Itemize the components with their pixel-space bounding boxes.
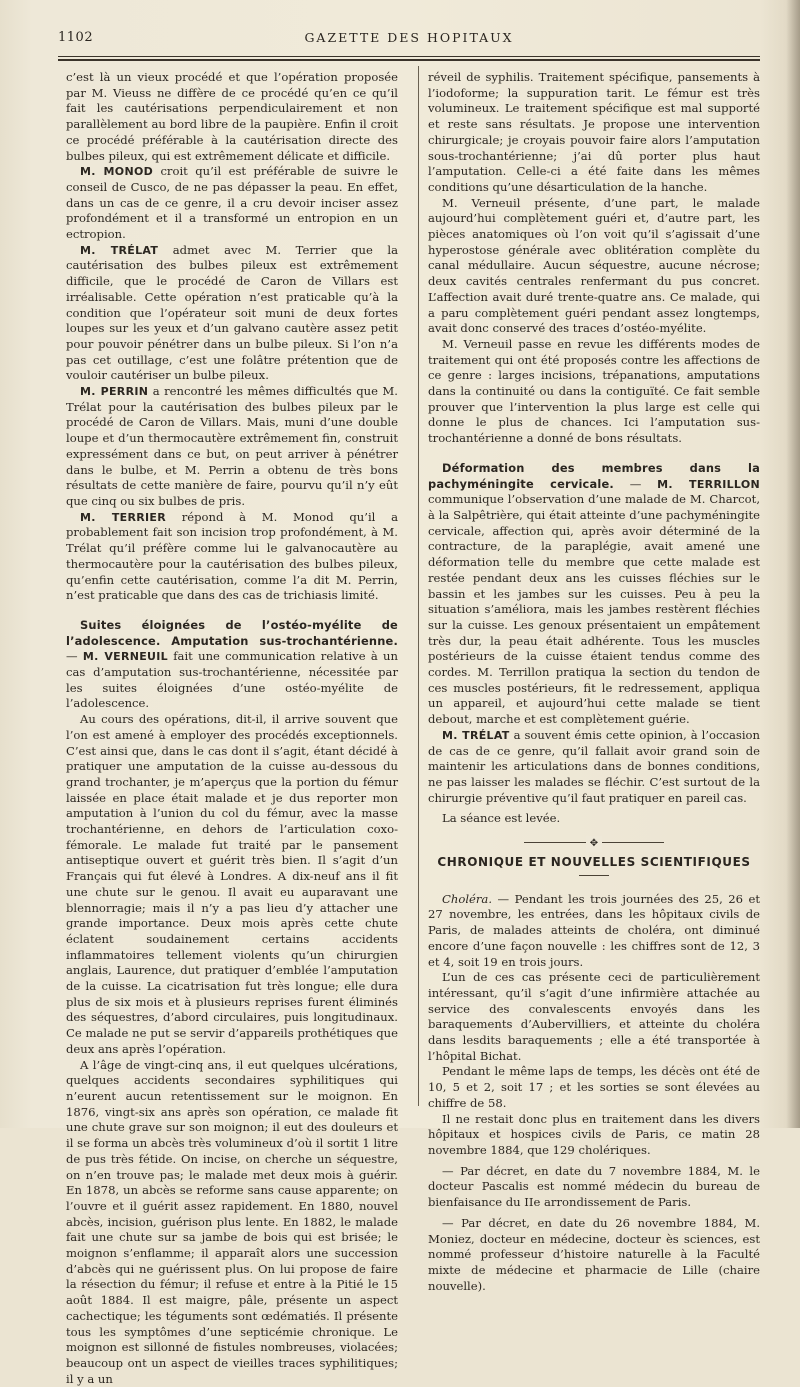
item-label: Choléra. — [442, 891, 493, 906]
header-rule-thick — [58, 59, 760, 61]
dash: — — [613, 476, 658, 491]
running-title: GAZETTE DES HOPITAUX — [304, 30, 514, 45]
paragraph — [428, 728, 760, 807]
section-title: Suites éloignées de l’ostéo-myélite de l’adolescence. Amputation sus-trochantérienne. — [66, 617, 398, 648]
speaker-name: M. TERRILLON — [657, 477, 760, 491]
item-text: — Pendant les trois journées des 25, 26 et 27 novembre, les entrées, dans les hôpitaux civils de Paris, de malades atteints de choléra, ont diminué encore d’une façon nouvelle : les chiffres sont de 12, 3 et 4, soit 19 en trois jours. — [428, 891, 760, 969]
speaker-name: M. PERRIN — [80, 385, 149, 399]
speaker-text: admet avec M. Terrier que la cautérisation des bulbes pileux est extrêmement difficile, que le procédé de Caron de Villars est irréalisable. Cette opération n’est praticable qu’à la condition que l’opérateur soit muni de deux fortes loupes sur les yeux et d’un galvano cautère assez petit pour pouvoir pénétrer dans un bulbe pileux. Si l’on n’a pas cet outillage, c’est une folâtre prétention que de vouloir cautériser un bulbe pileux. — [66, 242, 398, 383]
chronicle-heading: CHRONIQUE ET NOUVELLES SCIENTIFIQUES — [437, 855, 751, 870]
section-paragraph — [66, 618, 398, 712]
spacer — [428, 447, 760, 461]
news-item: — Par décret, en date du 26 novembre 1884, M. Moniez, docteur en médecine, docteur ès sciences, est nommé professeur d’histoire naturelle à la Faculté mixte de médecine et pharmacie de Lille (chaire nouvelle). — [428, 1215, 760, 1293]
paragraph: réveil de syphilis. Traitement spécifique, pansements à l’iodoforme; la suppuration tarit. Le fémur est très volumineux. Le traitement spécifique est mal supporté et reste sans résultats. Je propose une intervention chirurgicale; je croyais pouvoir faire alors l’amputation sous-trochantérienne; j’ai dû porter plus haut l’amputation. Celle-ci a été faite dans les mêmes conditions qu’une désarticulation de la hanche. — [428, 70, 760, 194]
paragraph: M. Verneuil présente, d’une part, le malade aujourd’hui complètement guéri et, d’autre part, les pièces anatomiques où l’on voit qu’il s’agissait d’une hyperostose générale avec oblitération complète du canal médullaire. Aucun séquestre, aucune nécrose; deux cavités centrales renfermant du pus concret. L’affection avait duré trente-quatre ans. Ce malade, qui a paru complètement guéri pendant assez longtemps, avait donc conservé des traces d’ostéo-myélite. — [428, 195, 760, 336]
paragraph: M. Verneuil passe en revue les différents modes de traitement qui ont été proposés contre les affections de ce genre : larges incisions, trépanations, amputations dans la continuité ou dans la contiguïté. Ce fait semble prouver que l’intervention la plus large est celle qui donne le plus de chances. Ici l’amputation sus-trochantérienne a donné de bons résultats. — [428, 336, 760, 446]
paragraph: Au cours des opérations, dit-il, il arrive souvent que l’on est amené à employer des procédés exceptionnels. C’est ainsi que, dans le cas dont il s’agit, étant décidé à pratiquer une amputation de la cuisse au-dessous du grand trochanter, je m’aperçus que la portion du fémur laissée en place était malade et je dus reporter mon amputation à l’union du col du fémur, avec la masse trochantérienne, en dehors de l’articulation coxo-fémorale. Le malade fut traité par le pansement antiseptique ouvert et guérit très bien. Il s’agit d’un Français qui fut élevé à Londres. A dix-neuf ans il fit une chute sur le genou. Il avait eu auparavant une blennorragie; mais il n’y a pas lieu d’y attacher une grande importance. Deux mois après cette chute éclatent soudainement certains accidents inflammatoires tellement violents qu’un chirurgien anglais, Laurence, dut pratiquer d’emblée l’amputation de la cuisse. La cicatrisation fut très longue; elle dura plus de six mois et à plusieurs reprises furent éliminés des séquestres, d’abord circulaires, puis longitudinaux. Ce malade ne put se servir d’appareils prothétiques que deux ans après l’opération. — [66, 712, 398, 1056]
speaker-text: croit qu’il est préférable de suivre le conseil de Cusco, de ne pas dépasser la peau. En effet, dans un cas de ce genre, il a cru devoir inciser assez profondément et il a transformé un entropion en un ectropion. — [66, 164, 398, 242]
speaker-text: communique l’observation d’une malade de M. Charcot, à la Salpêtrière, qui était atteinte d’une pachyméningite cervicale, affection qui, après avoir déterminé de la contracture, de la paraplégie, avait amené une déformation telle du membre que cette malade est restée pendant deux ans les cuisses fléchies sur le bassin et les jambes sur les cuisses. Peu à peu la situation s’améliora, mais les jambes restèrent fléchies sur la cuisse. Les genoux présentaient un empâtement très dur, la peau était adhérente. Tous les muscles postérieurs de la cuisse étaient tendus comme des cordes. M. Terrillon pratiqua la section du tendon de ces muscles postérieurs, fit le redressement, appliqua un appareil, et aujourd’hui cette malade se tient debout, marche et est complètement guérie. — [428, 492, 760, 727]
news-item: — Par décret, en date du 7 novembre 1884, M. le docteur Pascalis est nommé médecin du bureau de bienfaisance du IIe arrondissement de Paris. — [428, 1163, 760, 1210]
heading-rule — [579, 875, 609, 876]
speaker-text: a rencontré les mêmes difficultés que M. Trélat pour la cautérisation des bulbes pileux par le procédé de Caron de Villars. Mais, muni d’une double loupe et d’un thermocautère extrêmement fin, construit expressément dans ce but, on peut arriver à pénétrer dans le bulbe, et M. Perrin a obtenu de très bons résultats de cette manière de faire, pourvu qu’il n’y eût que cinq ou six bulbes de pris. — [66, 384, 398, 508]
header-rule — [58, 56, 760, 57]
page-header — [58, 30, 760, 52]
ornament-icon: ✥ — [586, 836, 602, 852]
page-number: 1102 — [58, 30, 94, 45]
section-paragraph — [428, 461, 760, 728]
section-title: Déformation des membres dans la pachyméningite cervicale. — [428, 460, 760, 491]
speaker-text: répond à M. Monod qu’il a probablement fait son incision trop profondément, à M. Trélat qu’il préfère comme lui le galvanocautère au thermocautère pour la cautérisation des bulbes pileux, qu’enfin cette cautérisation, comme l’a dit M. Perrin, n’est praticable que dans des cas de trichiasis limité. — [66, 509, 398, 603]
speaker-name: M. TERRIER — [80, 510, 167, 524]
speaker-name: M. TRÉLAT — [442, 728, 510, 742]
paragraph — [66, 510, 398, 604]
paragraph — [66, 164, 398, 243]
dash: — — [66, 649, 83, 664]
speaker-name: M. MONOD — [80, 165, 154, 179]
page-edge-shadow — [786, 0, 800, 1128]
paragraph: A l’âge de vingt-cinq ans, il eut quelques ulcérations, quelques accidents secondaires syphilitiques qui n’eurent aucun retentissement sur le moignon. En 1876, vingt-six ans après son opération, ce malade fit une chute grave sur son moignon; il eut des douleurs et il se forma un abcès très volumineux d’où il sortit 1 litre de pus très fétide. On incise, on cherche un séquestre, on n’en trouve pas; le malade met deux mois à guérir. En 1878, un abcès se reforme sans cause apparente; on l’ouvre et il guérit assez rapidement. En 1880, nouvel abcès, incision, guérison plus lente. En 1882, le malade fait une chute sur sa jambe de bois qui est brisée; le moignon s’enflamme; il apparaît alors une succession d’abcès qui ne guérissent plus. On lui propose de faire la résection du fémur; il refuse et entre à la Pitié le 15 août 1884. Il est maigre, pâle, présente un aspect cachectique; les téguments sont œdématiés. Il présente tous les symptômes d’une septicémie chronique. Le moignon est sillonné de fistules nombreuses, violacées; beaucoup ont un aspect de vieilles traces syphilitiques; il y a un — [66, 1057, 398, 1386]
right-column — [428, 70, 760, 1294]
speaker-name: M. VERNEUIL — [82, 650, 168, 664]
speaker-text: fait une communication relative à un cas d’amputation sus-trochantérienne, nécessitée par les suites éloignées d’une ostéo-myélite de l’adolescence. — [66, 649, 398, 711]
section-separator — [524, 838, 664, 850]
paragraph: Pendant le même laps de temps, les décès ont été de 10, 5 et 2, soit 17 ; et les sorties se sont élevées au chiffre de 58. — [428, 1064, 760, 1110]
paragraph: L’un de ces cas présente ceci de particulièrement intéressant, qu’il s’agit d’une infirmière attachée au service des convalescents envoyés dans les baraquements d’Aubervilliers, et atteinte du choléra dans lesdits baraquements ; elle a été transportée à l’hôpital Bichat. — [428, 970, 760, 1063]
speaker-text: a souvent émis cette opinion, à l’occasion de cas de ce genre, qu’il fallait avoir grand soin de maintenir les articulations dans de bonnes conditions, ne pas laisser les malades se fléchir. C’est surtout de la chirurgie préventive qu’il faut pratiquer en pareil cas. — [428, 727, 760, 805]
left-column — [66, 70, 398, 1387]
column-divider — [418, 66, 419, 1106]
paragraph — [66, 384, 398, 510]
paragraph: Il ne restait donc plus en traitement dans les divers hôpitaux et hospices civils de Paris, ce matin 28 novembre 1884, que 129 cholériques. — [428, 1111, 760, 1157]
paragraph — [66, 243, 398, 384]
closing-line: La séance est levée. — [442, 811, 561, 826]
speaker-name: M. TRÉLAT — [80, 243, 159, 257]
paragraph: c’est là un vieux procédé et que l’opération proposée par M. Vieuss ne diffère de ce procédé qu’en ce qu’il fait les cautérisations perpendiculairement et non parallèlement au bord libre de la paupière. Enfin il croit ce procédé préférable à la cautérisation directe des bulbes pileux, qui est extrêmement délicate et difficile. — [66, 70, 398, 163]
spacer — [66, 604, 398, 618]
paragraph — [428, 892, 760, 971]
